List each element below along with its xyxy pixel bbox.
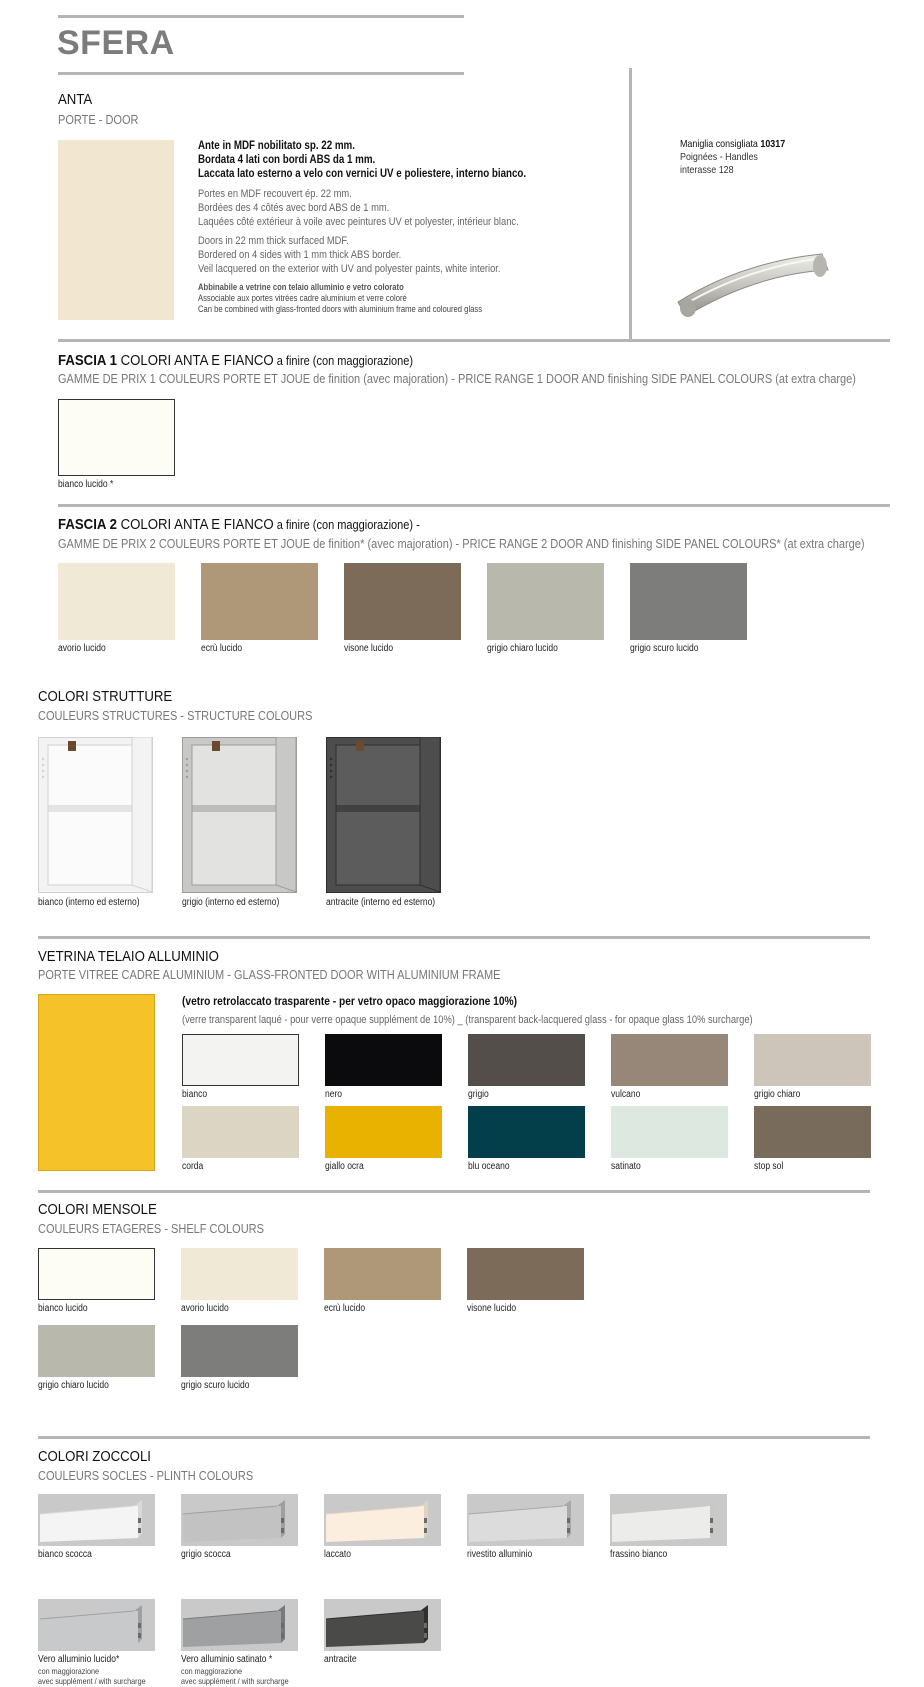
plinth-swatch <box>181 1494 298 1546</box>
anta-en-line: Bordered on 4 sides with 1 mm thick ABS border. <box>198 249 402 261</box>
fascia2-subtitle: GAMME DE PRIX 2 COULEURS PORTE ET JOUE de finition* (avec majoration) - PRICE RANGE 2 DOOR AND finishing SIDE PANEL COLOURS* (at extra charge) <box>58 537 865 551</box>
anta-fr-line: Laquées côté extérieur à voile avec peintures UV et polyester, intérieur blanc. <box>198 216 519 228</box>
rule-fascia2 <box>58 504 890 507</box>
plinth-swatch <box>324 1599 441 1651</box>
anta-en-line: Doors in 22 mm thick surfaced MDF. <box>198 235 349 247</box>
vetrina-swatch <box>182 1106 299 1158</box>
plinth-swatch <box>181 1599 298 1651</box>
structure-label: antracite (interno ed esterno) <box>326 897 436 908</box>
mensole-swatch <box>38 1248 155 1300</box>
plinth-note: avec supplément / with surcharge <box>38 1676 146 1686</box>
vetrina-swatch <box>611 1106 728 1158</box>
plinth-swatch <box>610 1494 727 1546</box>
plinth-label: antracite <box>324 1654 357 1665</box>
vetrina-note-bold: (vetro retrolaccato trasparente - per vetro opaco maggiorazione 10%) <box>182 994 518 1008</box>
plinth-note: con maggiorazione <box>181 1666 243 1676</box>
anta-combo-line: Abbinabile a vetrine con telaio alluminio e vetro colorato <box>198 282 404 292</box>
fascia2-label: ecrù lucido <box>201 643 243 654</box>
zoccoli-title: COLORI ZOCCOLI <box>38 1448 151 1465</box>
structure-cabinet <box>182 737 297 893</box>
vetrina-label: grigio chiaro <box>754 1089 801 1100</box>
plinth-label: bianco scocca <box>38 1549 92 1560</box>
vetrina-swatch <box>611 1034 728 1086</box>
rule-mensole <box>38 1190 870 1193</box>
anta-it-line: Bordata 4 lati con bordi ABS da 1 mm. <box>198 154 376 166</box>
rule-zoccoli <box>38 1436 870 1439</box>
anta-combo-line: Associable aux portes vitrées cadre aluminium et verre coloré <box>198 293 407 303</box>
handle-image <box>672 244 832 322</box>
plinth-note: avec supplément / with surcharge <box>181 1676 289 1686</box>
plinth-note: con maggiorazione <box>38 1666 100 1676</box>
anta-combo-line: Can be combined with glass-fronted doors with aluminium frame and coloured glass <box>198 304 483 314</box>
anta-it-line: Laccata lato esterno a velo con vernici UV e poliestere, interno bianco. <box>198 168 527 180</box>
vetrina-swatch <box>182 1034 299 1086</box>
page-title: SFERA <box>57 24 175 62</box>
anta-en-line: Veil lacquered on the exterior with UV and polyester paints, white interior. <box>198 263 501 275</box>
vetrina-label: grigio <box>468 1089 489 1100</box>
fascia2-label: visone lucido <box>344 643 394 654</box>
vetrina-label: giallo ocra <box>325 1161 364 1172</box>
plinth-label: Vero alluminio satinato * <box>181 1654 273 1665</box>
handle-info <box>680 138 804 177</box>
plinth-label: frassino bianco <box>610 1549 668 1560</box>
anta-divider <box>629 68 632 340</box>
fascia1-swatch <box>58 399 175 476</box>
handle-line-1: Maniglia consigliata 10317 <box>680 138 786 150</box>
plinth-swatch <box>467 1494 584 1546</box>
anta-subtitle: PORTE - DOOR <box>58 113 139 127</box>
structure-label: bianco (interno ed esterno) <box>38 897 140 908</box>
rule-vetrina <box>38 936 870 939</box>
fascia1-subtitle: GAMME DE PRIX 1 COULEURS PORTE ET JOUE de finition (avec majoration) - PRICE RANGE 1 DOOR AND finishing SIDE PANEL COLOURS (at extra charge) <box>58 372 856 386</box>
vetrina-label: bianco <box>182 1089 208 1100</box>
mensole-label: ecrù lucido <box>324 1303 366 1314</box>
plinth-label: rivestito alluminio <box>467 1549 533 1560</box>
mensole-label: visone lucido <box>467 1303 517 1314</box>
anta-it-line: Ante in MDF nobilitato sp. 22 mm. <box>198 140 355 152</box>
structure-cabinet <box>326 737 441 893</box>
title-rule <box>58 72 464 75</box>
fascia1-label: bianco lucido * <box>58 479 114 490</box>
handle-line-3: interasse 128 <box>680 164 734 176</box>
mensole-swatch <box>38 1325 155 1377</box>
anta-fr-line: Portes en MDF recouvert ép. 22 mm. <box>198 188 352 200</box>
vetrina-swatch <box>468 1106 585 1158</box>
fascia2-swatch <box>487 563 604 640</box>
top-rule <box>58 15 464 18</box>
vetrina-title: VETRINA TELAIO ALLUMINIO <box>38 948 219 965</box>
vetrina-label: stop sol <box>754 1161 784 1172</box>
mensole-label: bianco lucido <box>38 1303 88 1314</box>
fascia2-swatch <box>630 563 747 640</box>
mensole-label: grigio chiaro lucido <box>38 1380 109 1391</box>
plinth-swatch <box>38 1599 155 1651</box>
structure-cabinet <box>38 737 153 893</box>
fascia2-swatch <box>344 563 461 640</box>
mensole-subtitle: COULEURS ETAGERES - SHELF COLOURS <box>38 1222 264 1236</box>
mensole-label: avorio lucido <box>181 1303 229 1314</box>
strutture-title: COLORI STRUTTURE <box>38 688 173 705</box>
vetrina-swatch <box>468 1034 585 1086</box>
rule-fascia1 <box>58 339 890 342</box>
zoccoli-subtitle: COULEURS SOCLES - PLINTH COLOURS <box>38 1469 254 1483</box>
vetrina-label: blu oceano <box>468 1161 510 1172</box>
mensole-swatch <box>324 1248 441 1300</box>
vetrina-swatch <box>325 1034 442 1086</box>
anta-title: ANTA <box>58 91 93 108</box>
fascia2-swatch <box>58 563 175 640</box>
mensole-swatch <box>181 1325 298 1377</box>
fascia2-swatch <box>201 563 318 640</box>
vetrina-subtitle: PORTE VITREE CADRE ALUMINIUM - GLASS-FRONTED DOOR WITH ALUMINIUM FRAME <box>38 968 501 982</box>
anta-swatch <box>58 140 174 320</box>
plinth-swatch <box>324 1494 441 1546</box>
fascia2-label: grigio chiaro lucido <box>487 643 558 654</box>
fascia2-label: avorio lucido <box>58 643 106 654</box>
vetrina-label: vulcano <box>611 1089 641 1100</box>
fascia2-label: grigio scuro lucido <box>630 643 699 654</box>
vetrina-swatch <box>754 1106 871 1158</box>
vetrina-label: corda <box>182 1161 204 1172</box>
fascia1-title: FASCIA 1 COLORI ANTA E FIANCO a finire (con maggiorazione) <box>58 352 414 369</box>
plinth-swatch <box>38 1494 155 1546</box>
vetrina-label: satinato <box>611 1161 641 1172</box>
mensole-swatch <box>181 1248 298 1300</box>
fascia2-title: FASCIA 2 COLORI ANTA E FIANCO a finire (con maggiorazione) - <box>58 516 420 533</box>
plinth-label: Vero alluminio lucido* <box>38 1654 120 1665</box>
structure-label: grigio (interno ed esterno) <box>182 897 280 908</box>
vetrina-note-grey: (verre transparent laqué - pour verre opaque supplément de 10%) _ (transparent back-lacquered glass - for opaque glass 10% surcharge) <box>182 1014 753 1026</box>
plinth-label: laccato <box>324 1549 351 1560</box>
vetrina-label: nero <box>325 1089 343 1100</box>
handle-line-2: Poignées - Handles <box>680 151 758 163</box>
strutture-subtitle: COULEURS STRUCTURES - STRUCTURE COLOURS <box>38 709 313 723</box>
anta-description <box>198 139 584 315</box>
vetrina-swatch <box>754 1034 871 1086</box>
mensole-swatch <box>467 1248 584 1300</box>
mensole-title: COLORI MENSOLE <box>38 1201 157 1218</box>
mensole-label: grigio scuro lucido <box>181 1380 250 1391</box>
vetrina-swatch <box>325 1106 442 1158</box>
vetrina-door <box>38 994 155 1171</box>
anta-fr-line: Bordées des 4 côtés avec bord ABS de 1 mm. <box>198 202 390 214</box>
plinth-label: grigio scocca <box>181 1549 231 1560</box>
